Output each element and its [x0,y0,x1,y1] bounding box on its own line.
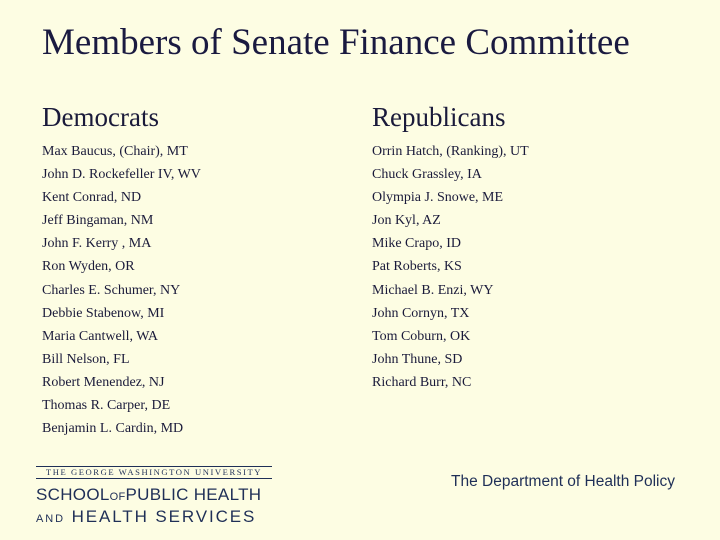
logo-university-name: THE GEORGE WASHINGTON UNIVERSITY [45,467,263,477]
democrats-heading: Democrats [42,102,159,132]
member-item: Thomas R. Carper, DE [42,398,171,414]
member-item: John D. Rockefeller IV, WV [42,167,201,183]
logo-of-word: OF [109,491,126,503]
member-item: John Thune, SD [372,351,463,367]
logo-school-word: SCHOOL [36,485,110,504]
member-item: Maria Cantwell, WA [42,328,158,344]
logo-health-services: HEALTH SERVICES [71,507,257,526]
member-item: John Cornyn, TX [372,305,470,321]
member-item: Tom Coburn, OK [372,328,471,344]
member-item: Kent Conrad, ND [42,190,142,206]
member-item: Charles E. Schumer, NY [42,282,181,298]
member-item: Ron Wyden, OR [42,259,135,275]
member-item: Chuck Grassley, IA [372,167,482,183]
logo-services-line [36,507,272,529]
member-item: Michael B. Enzi, WY [372,282,494,298]
logo-and-word: AND [36,513,65,525]
member-item: Pat Roberts, KS [372,259,462,275]
slide-title: Members of Senate Finance Committee [42,22,630,63]
democrats-list [42,140,201,440]
member-item: Olympia J. Snowe, ME [372,190,504,206]
logo-bottom-rule [36,478,272,479]
republicans-list [372,140,529,394]
member-item: Max Baucus, (Chair), MT [42,144,188,159]
department-logo: The Department of Health Policy [451,473,675,490]
member-item: Benjamin L. Cardin, MD [42,421,184,437]
logo-public-health: PUBLIC HEALTH [125,485,262,504]
democrats-column [42,100,201,440]
member-item: Mike Crapo, ID [372,236,462,252]
republicans-column [372,100,529,394]
member-item: Orrin Hatch, (Ranking), UT [372,144,529,159]
member-item: John F. Kerry , MA [42,236,152,252]
gwu-sphhs-logo [36,466,272,529]
member-item: Robert Menendez, NJ [42,374,165,390]
member-item: Jeff Bingaman, NM [42,213,154,229]
logo-school-line [36,485,272,507]
member-item: Debbie Stabenow, MI [42,305,165,321]
republicans-heading: Republicans [372,102,506,132]
member-item: Bill Nelson, FL [42,351,130,367]
member-item: Jon Kyl, AZ [372,213,441,229]
member-item: Richard Burr, NC [372,374,472,390]
